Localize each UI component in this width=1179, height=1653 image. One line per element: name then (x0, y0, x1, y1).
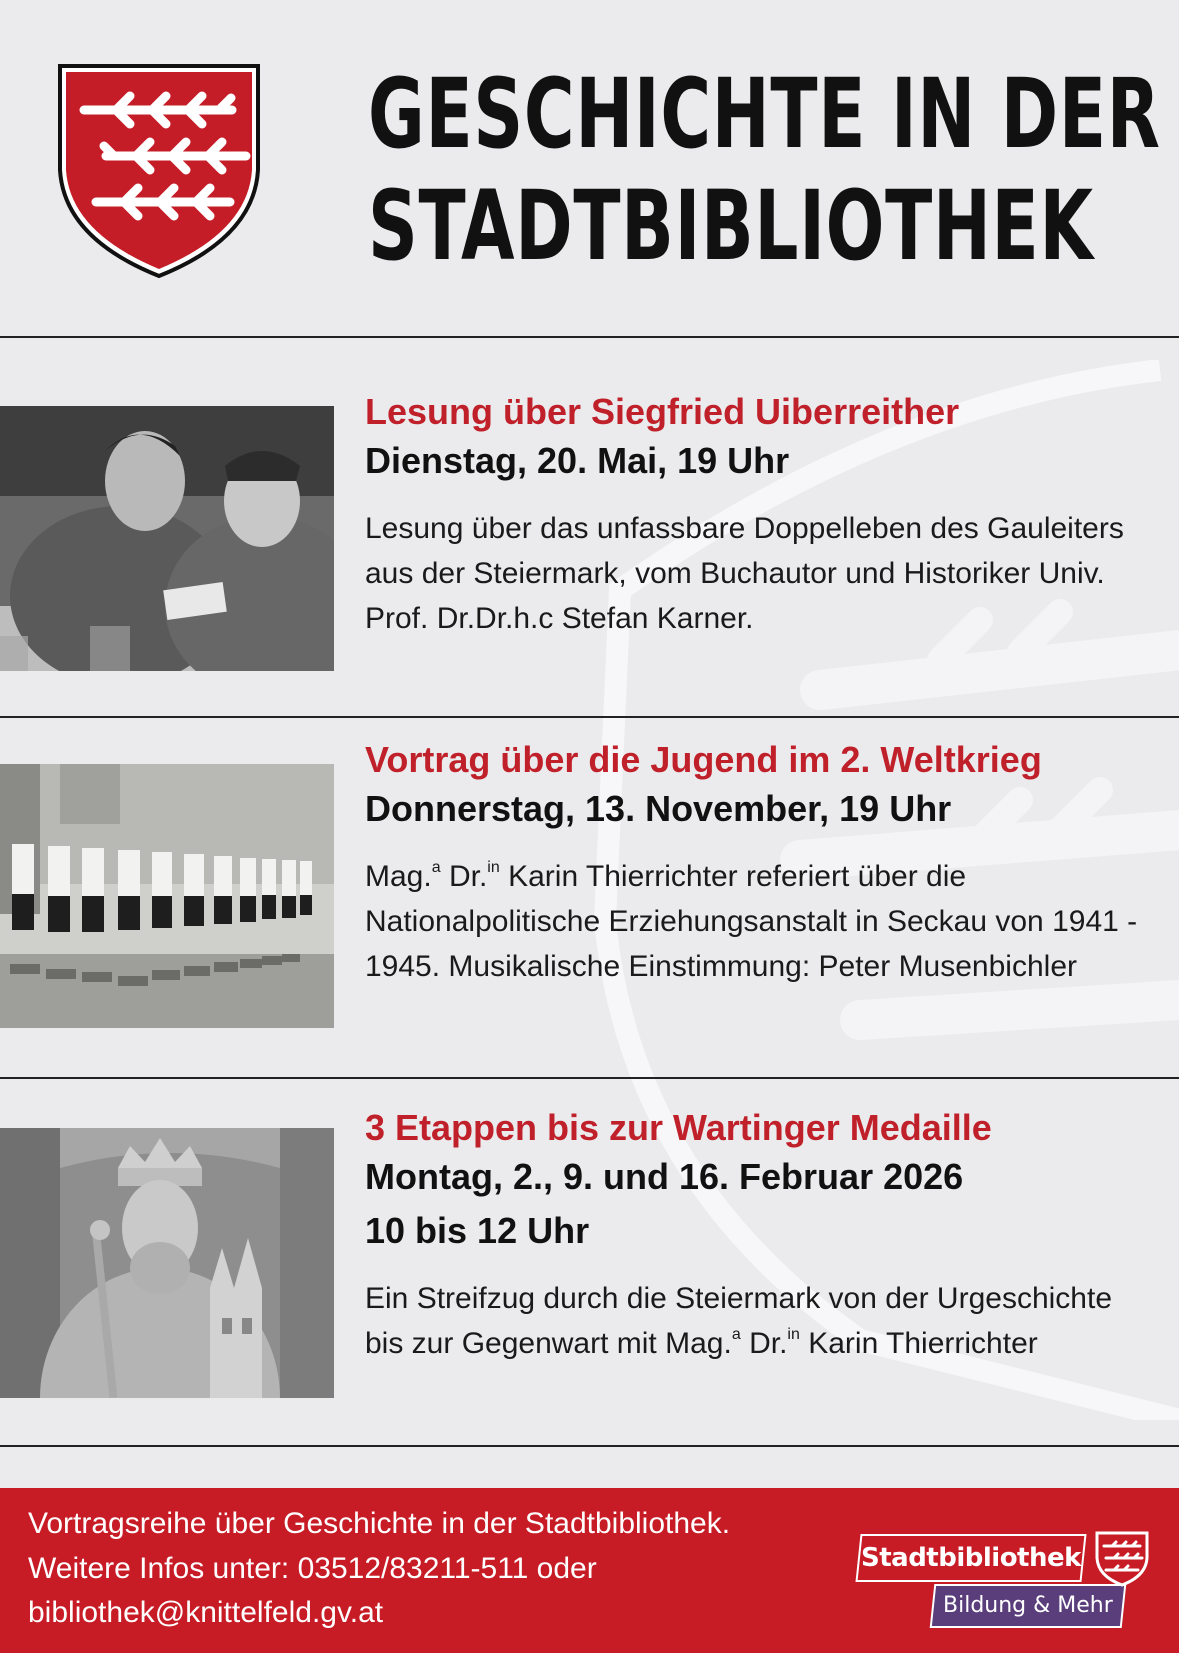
header (0, 0, 1179, 336)
event-description-start: Ein Streifzug durch die Steiermark von der Urgeschichte bis zur Gegenwart mit (365, 1282, 1113, 1360)
event-title: Lesung über Siegfried Uiberreither (365, 391, 960, 432)
event-time: 10 bis 12 Uhr (365, 1210, 590, 1251)
title-dr-sup: in (487, 859, 500, 876)
event-2-text (365, 738, 1155, 989)
logo-crest-icon (1094, 1530, 1150, 1588)
title-dr: Dr. (749, 1327, 788, 1360)
footer-line-2: Weitere Infos unter: 03512/83211-511 oder (28, 1551, 597, 1585)
event-date: Dienstag, 20. Mai, 19 Uhr (365, 440, 790, 481)
coat-of-arms-icon (54, 60, 264, 282)
event-2-photo (0, 764, 334, 1028)
title-mag-sup: a (431, 859, 441, 876)
event-description (365, 854, 1155, 989)
event-description-end: Karin Thierrichter (808, 1327, 1038, 1360)
divider (0, 336, 1179, 338)
title-mag: Mag. (365, 860, 432, 893)
title-line-2: STADTBIBLIOTHEK (368, 170, 1094, 282)
event-1-text (365, 390, 1155, 641)
title-line-1: GESCHICHTE IN DER (368, 58, 1161, 170)
event-3-photo (0, 1128, 334, 1398)
event-description-text: Karin Thierrichter referiert über die Nationalpolitische Erziehungsanstalt in Seckau von 1941 - 1945. Musikalische Einstimmung: Peter Musenbichler (365, 860, 1138, 983)
logo-tagline: Bildung & Mehr (930, 1584, 1127, 1628)
event-3-text (365, 1106, 1155, 1366)
title-mag-sup: a (731, 1326, 741, 1343)
footer (0, 1488, 1179, 1653)
library-logo (858, 1530, 1158, 1640)
divider (0, 716, 1179, 718)
footer-line-1: Vortragsreihe über Geschichte in der Stadtbibliothek. (28, 1507, 731, 1540)
page-title (368, 58, 1161, 282)
event-description (365, 1276, 1155, 1366)
event-1-photo (0, 406, 334, 671)
title-mag: Mag. (665, 1327, 732, 1360)
event-title: Vortrag über die Jugend im 2. Weltkrieg (365, 739, 1042, 780)
event-description: Lesung über das unfassbare Doppelleben des Gauleiters aus der Steiermark, vom Buchautor und Historiker Univ. Prof. Dr.Dr.h.c Stefan Karner. (365, 512, 1124, 635)
logo-name: Stadtbibliothek (855, 1534, 1086, 1582)
event-title: 3 Etappen bis zur Wartinger Medaille (365, 1107, 992, 1148)
event-date: Montag, 2., 9. und 16. Februar 2026 (365, 1156, 964, 1197)
event-date: Donnerstag, 13. November, 19 Uhr (365, 788, 952, 829)
divider (0, 1445, 1179, 1447)
title-dr: Dr. (448, 860, 488, 893)
title-dr-sup: in (787, 1326, 800, 1343)
footer-email: bibliothek@knittelfeld.gv.at (28, 1596, 384, 1629)
divider (0, 1077, 1179, 1079)
footer-info (28, 1502, 730, 1636)
